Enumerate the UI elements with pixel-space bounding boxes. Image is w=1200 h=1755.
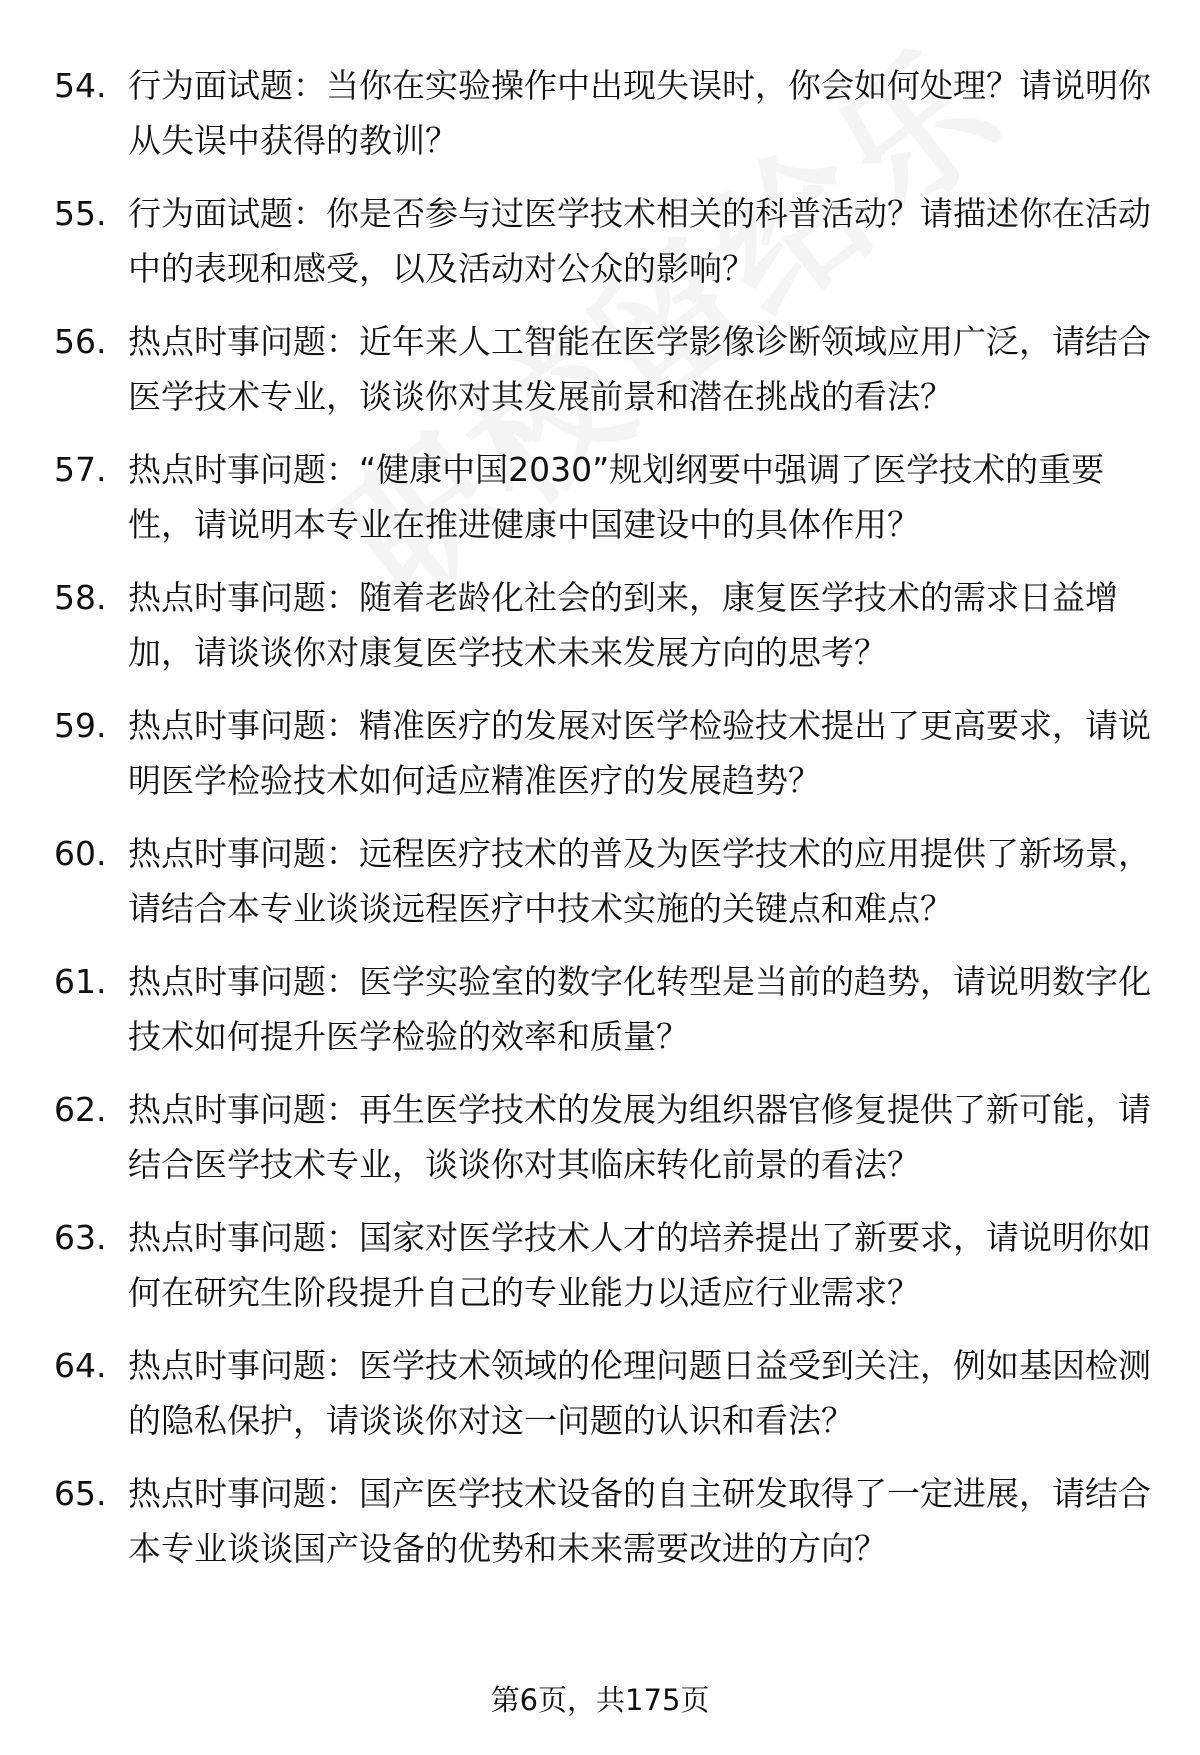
question-number: 57. [54,450,107,489]
question-number: 54. [54,66,107,105]
question-item [0,1466,1200,1594]
question-item [0,1210,1200,1338]
question-text: 行为面试题：当你在实验操作中出现失误时，你会如何处理？请说明你从失误中获得的教训？ [128,66,1151,160]
question-text: 热点时事问题：近年来人工智能在医学影像诊断领域应用广泛，请结合医学技术专业，谈谈你对其发展前景和潜在挑战的看法？ [128,322,1151,416]
question-number: 58. [54,578,107,617]
question-text: 热点时事问题：国产医学技术设备的自主研发取得了一定进展，请结合本专业谈谈国产设备的优势和未来需要改进的方向？ [128,1474,1151,1568]
question-item [0,826,1200,954]
question-text: 热点时事问题：国家对医学技术人才的培养提出了新要求，请说明你如何在研究生阶段提升自己的专业能力以适应行业需求？ [128,1218,1151,1312]
question-item [0,1082,1200,1210]
question-number: 59. [54,706,107,745]
question-number: 63. [54,1218,107,1257]
question-item [0,186,1200,314]
question-number: 55. [54,194,107,233]
question-item [0,570,1200,698]
question-number: 60. [54,834,107,873]
question-item [0,954,1200,1082]
question-text: 热点时事问题：医学技术领域的伦理问题日益受到关注，例如基因检测的隐私保护，请谈谈你对这一问题的认识和看法？ [128,1346,1151,1440]
question-text: 热点时事问题：医学实验室的数字化转型是当前的趋势，请说明数字化技术如何提升医学检验的效率和质量？ [128,962,1151,1056]
question-text: 热点时事问题：随着老龄化社会的到来，康复医学技术的需求日益增加，请谈谈你对康复医学技术未来发展方向的思考？ [128,578,1118,672]
question-text: 行为面试题：你是否参与过医学技术相关的科普活动？请描述你在活动中的表现和感受，以及活动对公众的影响？ [128,194,1151,288]
page-footer [0,1680,1200,1720]
question-item [0,314,1200,442]
question-item [0,1338,1200,1466]
question-item [0,442,1200,570]
page-number-label: 第6页，共175页 [490,1683,710,1717]
question-text: 热点时事问题：精准医疗的发展对医学检验技术提出了更高要求，请说明医学检验技术如何适应精准医疗的发展趋势？ [128,706,1151,800]
question-item [0,58,1200,186]
question-text: 热点时事问题：再生医学技术的发展为组织器官修复提供了新可能，请结合医学技术专业，谈谈你对其临床转化前景的看法？ [128,1090,1151,1184]
question-number: 61. [54,962,107,1001]
question-item [0,698,1200,826]
question-text: 热点时事问题：“健康中国2030”规划纲要中强调了医学技术的重要性，请说明本专业在推进健康中国建设中的具体作用？ [128,450,1105,544]
question-list [0,58,1200,1594]
question-number: 62. [54,1090,107,1129]
question-text: 热点时事问题：远程医疗技术的普及为医学技术的应用提供了新场景，请结合本专业谈谈远程医疗中技术实施的关键点和难点？ [128,834,1151,928]
question-number: 56. [54,322,107,361]
question-number: 64. [54,1346,107,1385]
question-number: 65. [54,1474,107,1513]
